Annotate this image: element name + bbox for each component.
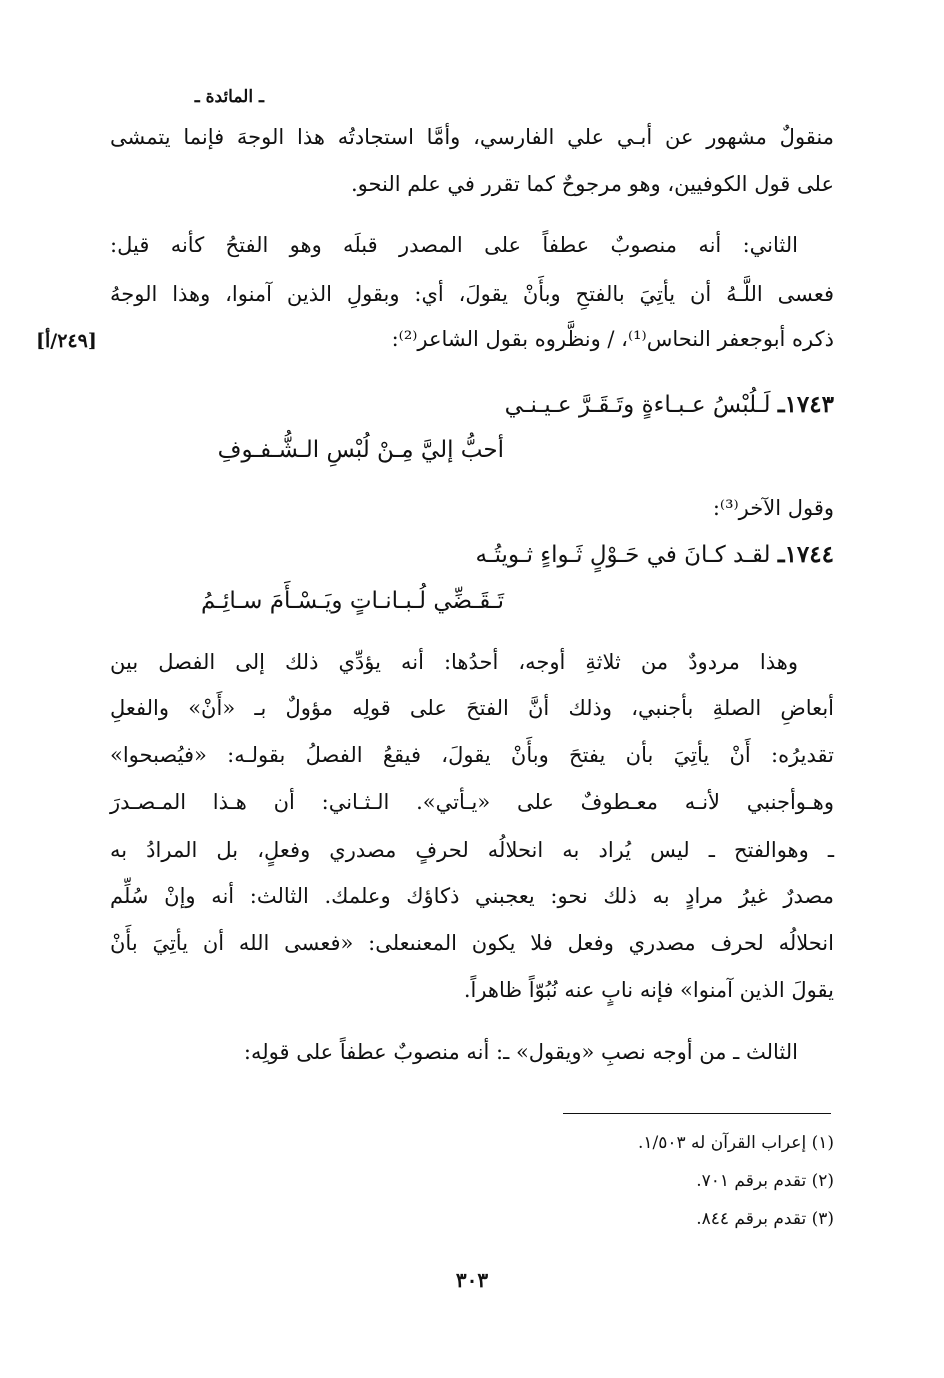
text-line: تقديرُه: أَنْ يأتِيَ بأن يفتحَ وبأَنْ يقولَ، فيقعُ الفصلُ بقولـه: «فيُصبحوا» xyxy=(110,743,834,767)
text-line: يقولَ الذين آمنوا» فإنه نابٍ عنه نُبُوّاً ظاهراً. xyxy=(463,978,834,1002)
verse-second-hemistich: أحبُّ إليَّ مِـنْ لُبْسِ الـشُّـفـوفِ xyxy=(217,437,504,463)
verse-second-hemistich: تَـقَـضِّي لُـبـانـاتٍ ويَـسْـأَمَ سـائِـمُ xyxy=(200,588,504,614)
text-line: على قول الكوفيين، وهو مرجوحٌ كما تقرر في علم النحو. xyxy=(350,172,834,196)
text-line: منقولٌ مشهور عن أبـي علي الفارسي، وأمَّا استجادتُه هذا الوجهَ فإنما يتمشى xyxy=(110,125,834,149)
text-line: الثالث ـ من أوجه نصبِ «ويقول» ـ: أنه منصوبٌ عطفاً على قولِه: xyxy=(243,1040,798,1064)
running-header: ـ المائدة ـ xyxy=(194,87,264,107)
text-line: فعسى اللَّـهُ أن يأتِيَ بالفتحِ وبأَنْ يقولَ، أي: وبقولِ الذين آمنوا، وهذا الوجهُ xyxy=(110,282,834,306)
text-line: ـ وهوالفتح ـ ليس يُراد به انحلالُه لحرفٍ مصدري وفعلٍ، بل المرادُ به xyxy=(110,838,834,862)
text-line: وهذا مردودٌ من ثلاثةِ أوجه، أحدُها: أنه يؤدِّي ذلك إلى الفصل بين xyxy=(110,650,798,674)
page-number: ٣٠٣ xyxy=(455,1268,489,1292)
verse-text: لَـلُبْسُ عـبـاءةٍ وتَـقَـرَّ عـيـنـي xyxy=(504,392,771,418)
text-line: أبعاضِ الصلةِ بأجنبي، وذلك أنَّ الفتحَ على قولِه مؤولٌ بـ «أَنْ» والفعلِ xyxy=(110,696,834,720)
verse-text: لقـد كـانَ في حَـوْلٍ ثَـواءٍ ثـويتُـه xyxy=(475,542,771,568)
manuscript-folio-marker: [٢٤٩/أ] xyxy=(36,330,97,352)
text-line: ذكره أبوجعفر النحاس⁽¹⁾، / ونظَّروه بقول الشاعر⁽²⁾: xyxy=(391,327,834,351)
footnote-separator xyxy=(563,1113,831,1114)
verse-number: ١٧٤٤ـ xyxy=(777,541,834,568)
text-line: وهـوأجنبي لأنـه معـطوفٌ على «يـأتي». الـثـاني: أن هـذا المـصـدرَ xyxy=(110,790,834,814)
footnote: (٣) تقدم برقم ٨٤٤. xyxy=(696,1209,834,1229)
text-line: مصدرٌ غيرُ مرادٍ به ذلك نحو: يعجبني ذكاؤك وعلمك. الثالث: أنه وإنْ سُلِّم xyxy=(110,884,834,908)
text-line: انحلالُه لحرف مصدري وفعل فلا يكون المعنىعلى: «فعسى الله أن يأتِيَ بأَنْ xyxy=(110,931,834,955)
text-line: وقول الآخر⁽³⁾: xyxy=(712,496,834,520)
footnote: (٢) تقدم برقم ٧٠١. xyxy=(696,1171,834,1191)
footnote: (١) إعراب القرآن له ١/٥٠٣. xyxy=(637,1133,834,1153)
verse-first-hemistich xyxy=(476,539,834,571)
verse-number: ١٧٤٣ـ xyxy=(777,391,834,418)
verse-first-hemistich xyxy=(505,389,834,421)
text-line: الثاني: أنه منصوبٌ عطفاً على المصدر قبلَه وهو الفتحُ كأنه قيل: xyxy=(110,233,798,257)
